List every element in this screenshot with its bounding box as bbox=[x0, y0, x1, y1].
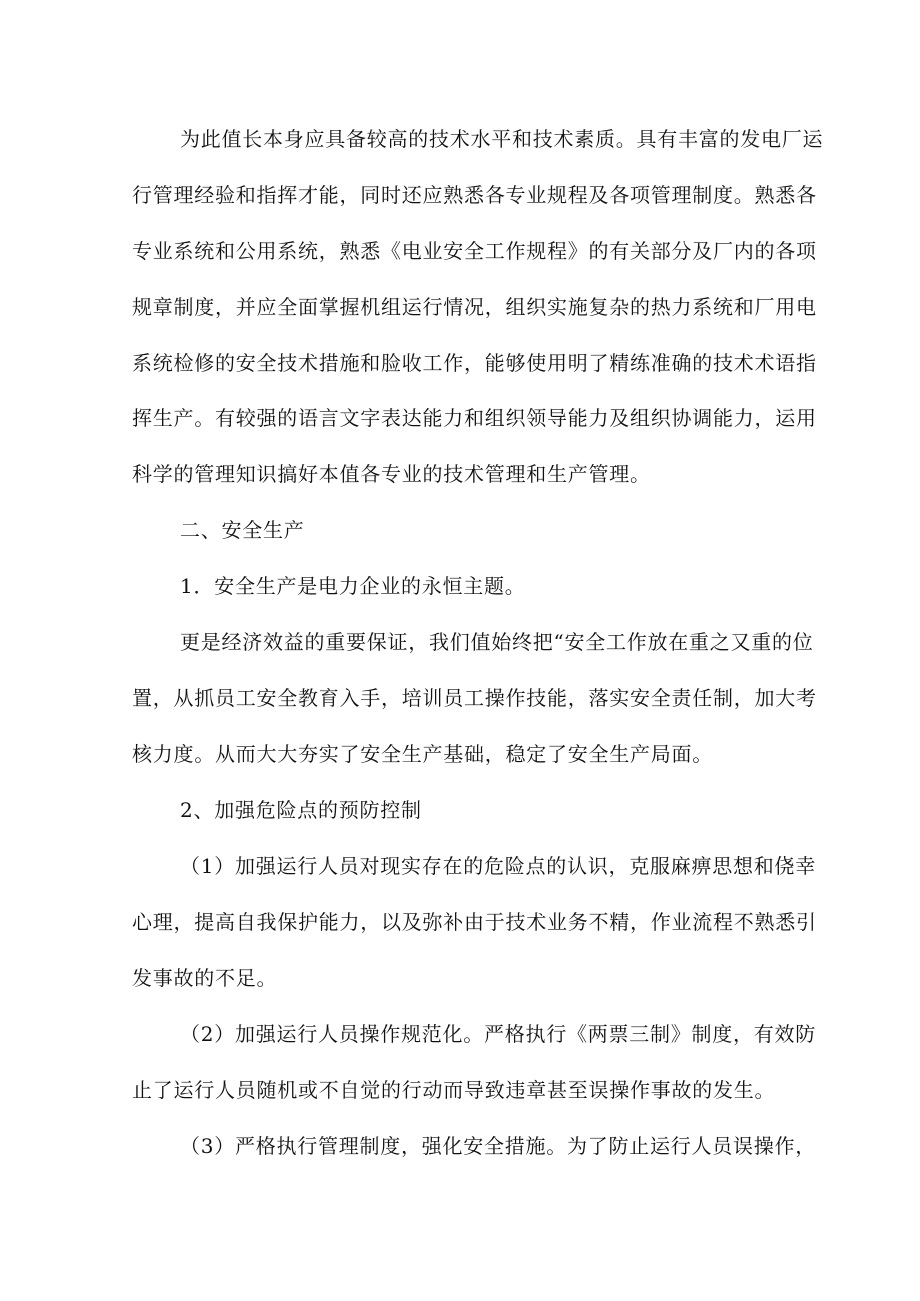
paragraph-line: 置，从抓员工安全教育入手，培训员工操作技能，落实安全责任制，加大考 bbox=[132, 686, 817, 710]
paragraph-line: （2）加强运行人员操作规范化。严格执行《两票三制》制度，有效防 bbox=[180, 1022, 816, 1046]
paragraph-line: 为此值长本身应具备较高的技术水平和技术素质。具有丰富的发电厂运 bbox=[180, 127, 824, 151]
paragraph-line: 止了运行人员随机或不自觉的行动而导致违章甚至误操作事故的发生。 bbox=[132, 1078, 776, 1102]
paragraph-line: 发事故的不足。 bbox=[132, 966, 278, 990]
paragraph-line: 专业系统和公用系统，熟悉《电业安全工作规程》的有关部分及厂内的各项 bbox=[132, 239, 817, 263]
section-heading: 二、安全生产 bbox=[180, 518, 305, 542]
paragraph-line: 挥生产。有较强的语言文字表达能力和组织领导能力及组织协调能力，运用 bbox=[132, 406, 817, 430]
subsection-heading: 1．安全生产是电力企业的永恒主题。 bbox=[180, 574, 526, 598]
paragraph-line: 心理，提高自我保护能力，以及弥补由于技术业务不精，作业流程不熟悉引 bbox=[132, 910, 817, 934]
paragraph-line: （1）加强运行人员对现实存在的危险点的认识，克服麻痹思想和侥幸 bbox=[180, 854, 816, 878]
subsection-heading: 2、加强危险点的预防控制 bbox=[180, 798, 422, 822]
paragraph-line: 科学的管理知识搞好本值各专业的技术管理和生产管理。 bbox=[132, 462, 651, 486]
paragraph-line: 行管理经验和指挥才能，同时还应熟悉各专业规程及各项管理制度。熟悉各 bbox=[132, 183, 817, 207]
paragraph-line: 更是经济效益的重要保证，我们值始终把“安全工作放在重之又重的位 bbox=[180, 630, 814, 654]
paragraph-line: （3）严格执行管理制度，强化安全措施。为了防止运行人员误操作， bbox=[180, 1134, 816, 1158]
paragraph-line: 规章制度，并应全面掌握机组运行情况，组织实施复杂的热力系统和厂用电 bbox=[132, 295, 817, 319]
paragraph-line: 系统检修的安全技术措施和脸收工作，能够使用明了精练准确的技术术语指 bbox=[132, 351, 817, 375]
paragraph-line: 核力度。从而大大夯实了安全生产基础，稳定了安全生产局面。 bbox=[132, 742, 713, 766]
